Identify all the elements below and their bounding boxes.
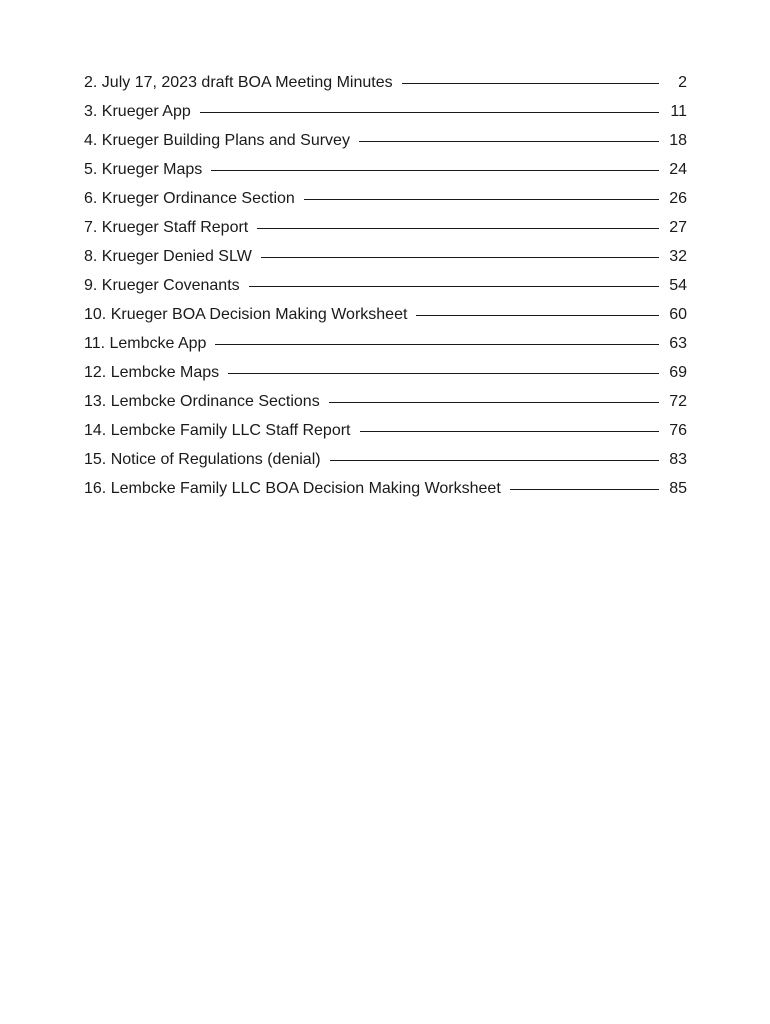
toc-entry-page: 2 xyxy=(678,74,687,91)
toc-entry-page: 32 xyxy=(669,248,687,265)
toc-entry[interactable] xyxy=(84,389,687,418)
toc-entry-page: 26 xyxy=(669,190,687,207)
toc-entry[interactable] xyxy=(84,476,687,505)
toc-entry-title: 12. Lembcke Maps xyxy=(84,364,220,381)
toc-entry-title: 13. Lembcke Ordinance Sections xyxy=(84,393,320,410)
toc-entry-page: 27 xyxy=(669,219,687,236)
toc-entry-page: 72 xyxy=(669,393,687,410)
toc-leader-line xyxy=(200,111,659,113)
toc-entry-page: 85 xyxy=(669,480,687,497)
toc-entry-title: 5. Krueger Maps xyxy=(84,161,203,178)
toc-entry-title: 16. Lembcke Family LLC BOA Decision Making Worksheet xyxy=(84,480,501,497)
toc-entry[interactable] xyxy=(84,360,687,389)
table-of-contents xyxy=(84,70,687,505)
toc-entry-page: 83 xyxy=(669,451,687,468)
toc-entry[interactable] xyxy=(84,331,687,360)
toc-entry-page: 54 xyxy=(669,277,687,294)
toc-leader-line xyxy=(330,459,659,461)
toc-entry[interactable] xyxy=(84,447,687,476)
toc-leader-line xyxy=(304,198,659,200)
toc-leader-line xyxy=(329,401,659,403)
toc-leader-line xyxy=(360,430,660,432)
toc-leader-line xyxy=(416,314,659,316)
toc-entry[interactable] xyxy=(84,186,687,215)
toc-leader-line xyxy=(510,488,659,490)
toc-entry[interactable] xyxy=(84,302,687,331)
toc-entry-title: 8. Krueger Denied SLW xyxy=(84,248,252,265)
toc-entry-title: 9. Krueger Covenants xyxy=(84,277,240,294)
toc-entry-page: 76 xyxy=(669,422,687,439)
toc-entry[interactable] xyxy=(84,157,687,186)
toc-leader-line xyxy=(211,169,659,171)
toc-leader-line xyxy=(215,343,659,345)
toc-entry-title: 6. Krueger Ordinance Section xyxy=(84,190,295,207)
toc-entry-title: 14. Lembcke Family LLC Staff Report xyxy=(84,422,351,439)
toc-leader-line xyxy=(402,82,659,84)
toc-entry-page: 69 xyxy=(669,364,687,381)
toc-entry-title: 15. Notice of Regulations (denial) xyxy=(84,451,321,468)
toc-entry[interactable] xyxy=(84,418,687,447)
toc-entry-title: 7. Krueger Staff Report xyxy=(84,219,249,236)
toc-leader-line xyxy=(249,285,659,287)
toc-leader-line xyxy=(228,372,659,374)
toc-entry[interactable] xyxy=(84,273,687,302)
toc-entry-title: 2. July 17, 2023 draft BOA Meeting Minutes xyxy=(84,74,393,91)
toc-entry[interactable] xyxy=(84,244,687,273)
toc-entry-page: 63 xyxy=(669,335,687,352)
toc-entry[interactable] xyxy=(84,99,687,128)
toc-entry-title: 10. Krueger BOA Decision Making Worksheet xyxy=(84,306,408,323)
toc-entry[interactable] xyxy=(84,215,687,244)
toc-entry-page: 60 xyxy=(669,306,687,323)
toc-entry-title: 11. Lembcke App xyxy=(84,335,207,352)
toc-entry-title: 3. Krueger App xyxy=(84,103,191,120)
toc-entry-page: 24 xyxy=(669,161,687,178)
toc-entry[interactable] xyxy=(84,128,687,157)
toc-leader-line xyxy=(359,140,659,142)
toc-entry[interactable] xyxy=(84,70,687,99)
toc-entry-page: 11 xyxy=(670,103,687,120)
toc-leader-line xyxy=(257,227,659,229)
toc-entry-page: 18 xyxy=(669,132,687,149)
toc-leader-line xyxy=(261,256,659,258)
toc-entry-title: 4. Krueger Building Plans and Survey xyxy=(84,132,350,149)
